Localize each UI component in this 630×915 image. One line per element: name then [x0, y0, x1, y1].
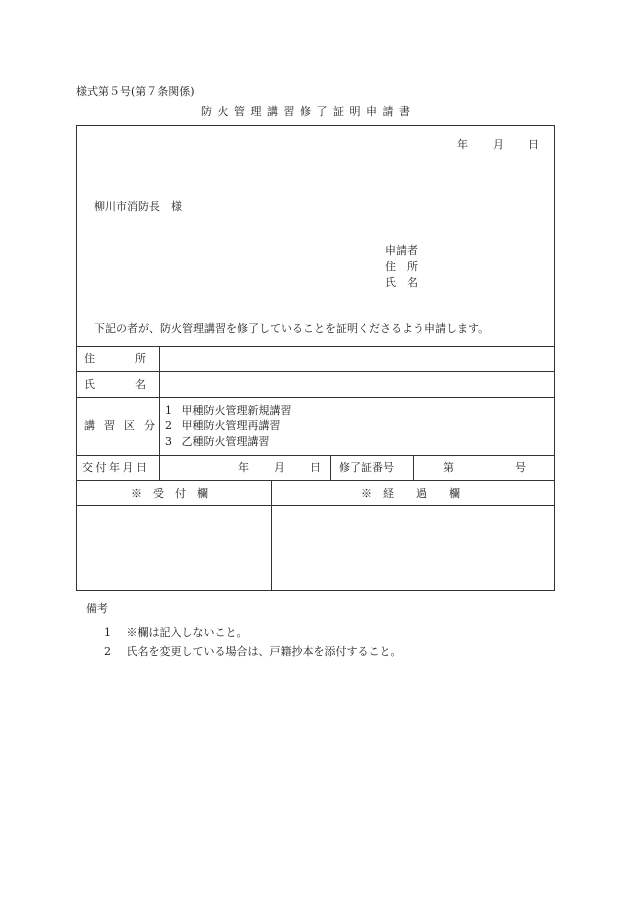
cert-number-suffix: 号: [515, 461, 526, 474]
course-option-3[interactable]: [165, 436, 270, 447]
note-item-2: [104, 646, 402, 657]
table-line-3: [76, 397, 555, 398]
table-line-5: [76, 480, 555, 481]
name-row-label-text: 氏名: [84, 378, 186, 391]
issue-day-label: 日: [310, 461, 321, 474]
cert-number-label: 修了証番号: [339, 461, 394, 474]
address-row-label-text: 住所: [84, 352, 186, 365]
progress-area: [273, 507, 554, 590]
note-item-2-text: 氏名を変更している場合は、戸籍抄本を添付すること。: [126, 645, 402, 658]
date-month-label: 月: [493, 138, 504, 151]
course-option-1[interactable]: [165, 405, 292, 416]
course-option-3-number: 3: [165, 435, 172, 448]
note-item-1: [104, 627, 248, 638]
bottom-section-divider: [271, 480, 272, 591]
applicant-name-label: 氏 名: [385, 276, 418, 289]
note-item-1-text: ※欄は記入しないこと。: [126, 626, 248, 639]
course-option-1-number: 1: [165, 404, 172, 417]
cert-number-prefix: 第: [443, 461, 454, 474]
address-input[interactable]: [161, 348, 553, 370]
note-item-2-number: 2: [104, 645, 111, 658]
table-line-1: [76, 346, 555, 347]
course-row-label-text: 講習区分: [84, 419, 164, 432]
table-line-2: [76, 371, 555, 372]
reception-column-header: ※ 受 付 欄: [131, 487, 208, 500]
cert-label-left-divider: [330, 455, 331, 480]
document-title: 防火管理講習修了証明申請書: [201, 105, 416, 118]
reception-area: [78, 507, 270, 590]
course-option-2[interactable]: [165, 420, 281, 431]
course-option-1-label: 甲種防火管理新規講習: [181, 404, 292, 417]
course-option-2-number: 2: [165, 419, 172, 432]
addressee: 柳川市消防長 様: [94, 200, 182, 213]
note-item-1-number: 1: [104, 626, 111, 639]
course-option-3-label: 乙種防火管理講習: [181, 435, 270, 448]
cert-label-right-divider: [413, 455, 414, 480]
request-text: 下記の者が、防火管理講習を修了していることを証明くださるよう申請します。: [94, 322, 490, 335]
table-line-6: [76, 505, 555, 506]
issue-date-label: [82, 462, 150, 473]
course-row-label: [84, 420, 164, 431]
name-input[interactable]: [161, 373, 553, 395]
label-column-divider: [159, 346, 160, 480]
issue-month-label: 月: [274, 461, 285, 474]
form-number: 様式第５号(第７条関係): [76, 85, 195, 98]
applicant-address-label: 住 所: [385, 260, 418, 273]
address-row-label: [84, 352, 186, 365]
name-row-label: [84, 378, 186, 391]
issue-date-label-text: 交付年月日: [82, 461, 150, 474]
issue-year-label: 年: [238, 461, 249, 474]
notes-heading: 備考: [86, 602, 108, 615]
applicant-label: 申請者: [385, 244, 418, 257]
date-day-label: 日: [528, 138, 539, 151]
course-option-2-label: 甲種防火管理再講習: [181, 419, 281, 432]
table-line-4: [76, 455, 555, 456]
date-year-label: 年: [457, 138, 468, 151]
progress-column-header: ※ 経 過 欄: [361, 487, 460, 500]
